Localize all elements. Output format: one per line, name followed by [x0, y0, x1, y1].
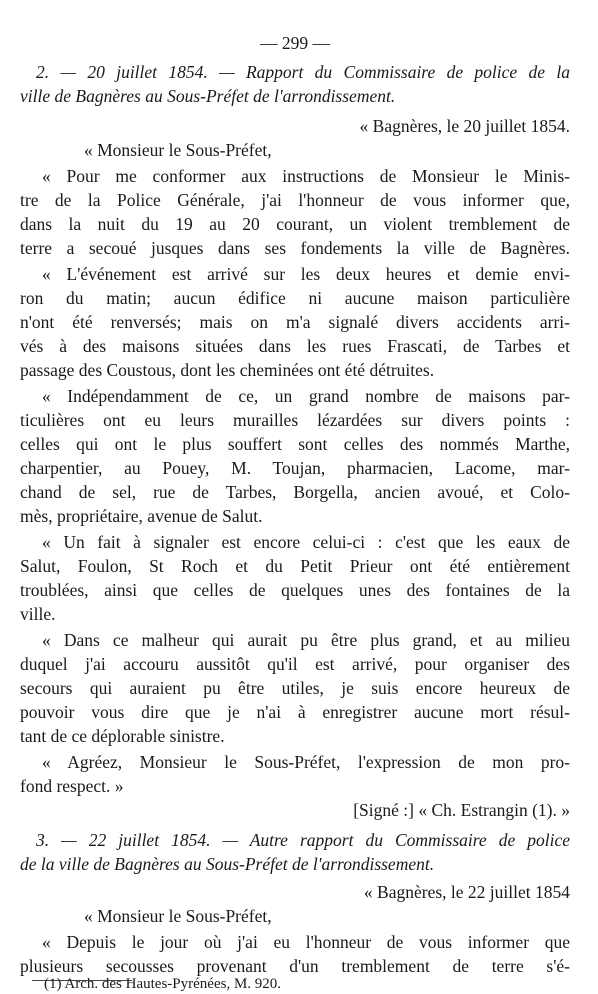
paragraph-line: duquel j'ai accouru aussitôt qu'il est arrivé, pour organiser des [20, 654, 570, 674]
paragraph-line: « L'événement est arrivé sur les deux heures et demie envi- [42, 264, 570, 284]
paragraph-line: Salut, Foulon, St Roch et du Petit Prieur ont été entièrement [20, 556, 570, 576]
paragraph-line: dans la nuit du 19 au 20 courant, un violent tremblement de [20, 214, 570, 234]
paragraph-line: fond respect. » [20, 776, 124, 796]
paragraph-line: pouvoir vous dire que je n'ai à enregistrer aucune mort résul- [20, 702, 570, 722]
paragraph-line: celles qui ont le plus souffert sont celles des nommés Marthe, [20, 434, 570, 454]
salutation: « Monsieur le Sous-Préfet, [84, 140, 272, 160]
paragraph-line: passage des Coustous, dont les cheminées ont été détruites. [20, 360, 435, 380]
paragraph-line: « Un fait à signaler est encore celui-ci : c'est que les eaux de [42, 532, 570, 552]
paragraph-line: ville. [20, 604, 56, 624]
paragraph-line: ticulières ont eu leurs murailles lézardées sur divers points : [20, 410, 570, 430]
paragraph-line: « Pour me conformer aux instructions de Monsieur le Minis- [42, 166, 570, 186]
paragraph-line: plusieurs secousses provenant d'un tremblement de terre s'é- [20, 956, 570, 976]
paragraph-line: ron du matin; aucun édifice ni aucune maison particulière [20, 288, 570, 308]
dateline: « Bagnères, le 22 juillet 1854 [363, 882, 570, 902]
document-heading-2-line-2: ville de Bagnères au Sous-Préfet de l'arrondissement. [20, 86, 396, 106]
paragraph-line: « Dans ce malheur qui aurait pu être plus grand, et au milieu [42, 630, 570, 650]
document-heading-3-line-1: 3. — 22 juillet 1854. — Autre rapport du Commissaire de police [36, 830, 570, 850]
dateline: « Bagnères, le 20 juillet 1854. [359, 116, 570, 136]
paragraph-line: « Indépendamment de ce, un grand nombre de maisons par- [42, 386, 570, 406]
paragraph-line: tre de la Police Générale, j'ai l'honneur de vous informer que, [20, 190, 570, 210]
paragraph-line: charpentier, au Pouey, M. Toujan, pharmacien, Lacome, mar- [20, 458, 570, 478]
footnote: (1) Arch. des Hautes-Pyrénées, M. 920. [44, 976, 282, 992]
document-heading-2-line-1: 2. — 20 juillet 1854. — Rapport du Commissaire de police de la [36, 62, 570, 82]
page-number: — 299 — [260, 33, 330, 53]
salutation: « Monsieur le Sous-Préfet, [84, 906, 272, 926]
paragraph-line: mès, propriétaire, avenue de Salut. [20, 506, 263, 526]
paragraph-line: terre a secoué jusques dans ses fondements la ville de Bagnères. [20, 238, 570, 258]
paragraph-line: secours qui auraient pu être utiles, je suis encore heureux de [20, 678, 570, 698]
paragraph-line: troublées, ainsi que celles de quelques unes des fontaines de la [20, 580, 570, 600]
signature: [Signé :] « Ch. Estrangin (1). » [353, 800, 570, 820]
paragraph-line: chand de sel, rue de Tarbes, Borgella, ancien avoué, et Colo- [20, 482, 570, 502]
paragraph-line: tant de ce déplorable sinistre. [20, 726, 225, 746]
paragraph-line: n'ont été renversés; mais on m'a signalé divers accidents arri- [20, 312, 570, 332]
document-heading-3-line-2: de la ville de Bagnères au Sous-Préfet de l'arrondissement. [20, 854, 435, 874]
paragraph-line: vés à des maisons situées dans les rues Frascati, de Tarbes et [20, 336, 570, 356]
paragraph-line: « Depuis le jour où j'ai eu l'honneur de vous informer que [42, 932, 570, 952]
paragraph-line: « Agréez, Monsieur le Sous-Préfet, l'expression de mon pro- [42, 752, 570, 772]
